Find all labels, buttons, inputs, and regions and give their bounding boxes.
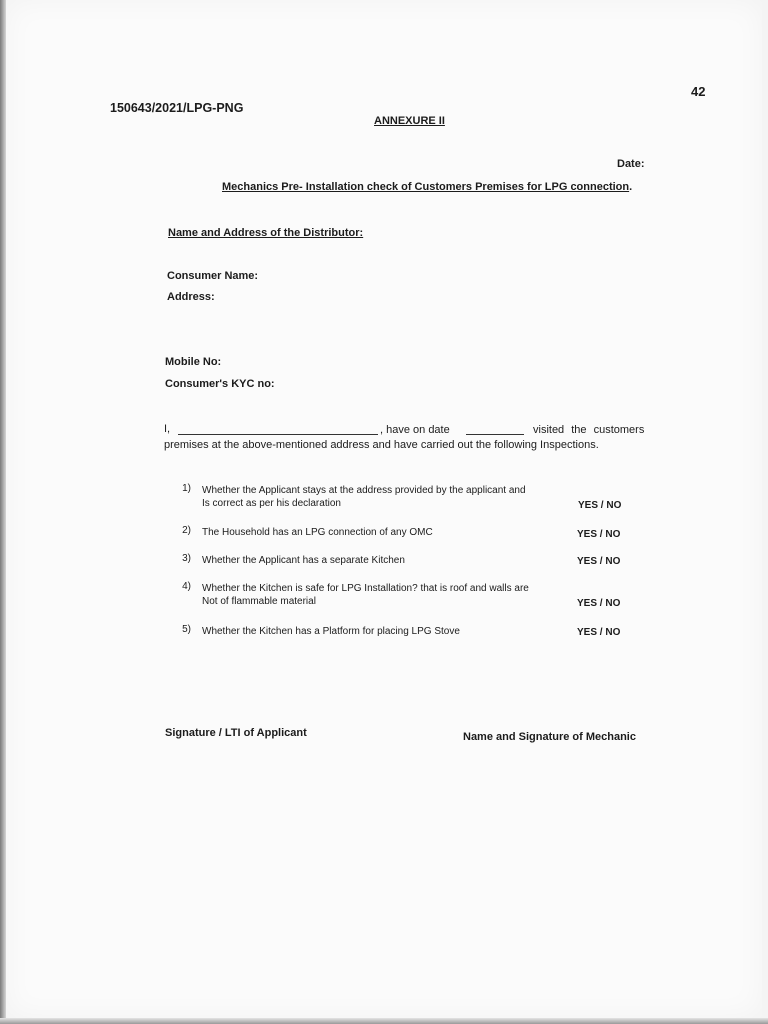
- check-line1: Whether the Applicant has a separate Kitchen: [202, 555, 405, 566]
- mobile-label: Mobile No:: [165, 356, 222, 368]
- check-number: 5): [182, 624, 191, 635]
- check-number: 3): [182, 553, 191, 564]
- check-answer: YES / NO: [577, 556, 621, 567]
- date-label: Date:: [617, 158, 645, 170]
- declaration-i: I,: [164, 423, 171, 435]
- signature-mechanic-label: Name and Signature of Mechanic: [463, 731, 636, 743]
- declaration-date-blank: [466, 422, 524, 440]
- document-page: [6, 0, 762, 1018]
- check-line1: Whether the Kitchen is safe for LPG Installation? that is roof and walls are: [202, 583, 529, 594]
- check-line2: Is correct as per his declaration: [202, 498, 341, 509]
- check-answer: YES / NO: [577, 627, 621, 638]
- page-number: 42: [691, 84, 706, 99]
- consumer-name-label: Consumer Name:: [167, 270, 259, 282]
- form-title: [222, 181, 632, 193]
- distributor-label: Name and Address of the Distributor:: [168, 227, 364, 239]
- declaration-name-blank: [178, 422, 378, 440]
- check-answer: YES / NO: [577, 598, 621, 609]
- kyc-label: Consumer's KYC no:: [165, 378, 275, 390]
- check-line1: Whether the Applicant stays at the address provided by the applicant and: [202, 485, 526, 496]
- declaration-line2: premises at the above-mentioned address and have carried out the following Inspections.: [164, 439, 599, 451]
- check-answer: YES / NO: [577, 529, 621, 540]
- check-line1: The Household has an LPG connection of any OMC: [202, 527, 433, 538]
- check-number: 1): [182, 483, 191, 494]
- declaration-visited: visited the customers: [533, 424, 645, 436]
- check-number: 2): [182, 525, 191, 536]
- check-number: 4): [182, 581, 191, 592]
- check-answer: YES / NO: [578, 500, 622, 511]
- declaration-have-on-date: , have on date: [380, 424, 450, 436]
- file-reference: 150643/2021/LPG-PNG: [110, 101, 244, 115]
- form-title-text: Mechanics Pre- Installation check of Customers Premises for LPG connection: [222, 181, 630, 193]
- form-title-period: .: [629, 181, 633, 193]
- signature-applicant-label: Signature / LTI of Applicant: [165, 727, 307, 739]
- annexure-heading: ANNEXURE II: [374, 115, 445, 127]
- scan-bottom-edge: [0, 1018, 768, 1024]
- check-line1: Whether the Kitchen has a Platform for placing LPG Stove: [202, 626, 460, 637]
- address-label: Address:: [167, 291, 215, 303]
- check-line2: Not of flammable material: [202, 596, 316, 607]
